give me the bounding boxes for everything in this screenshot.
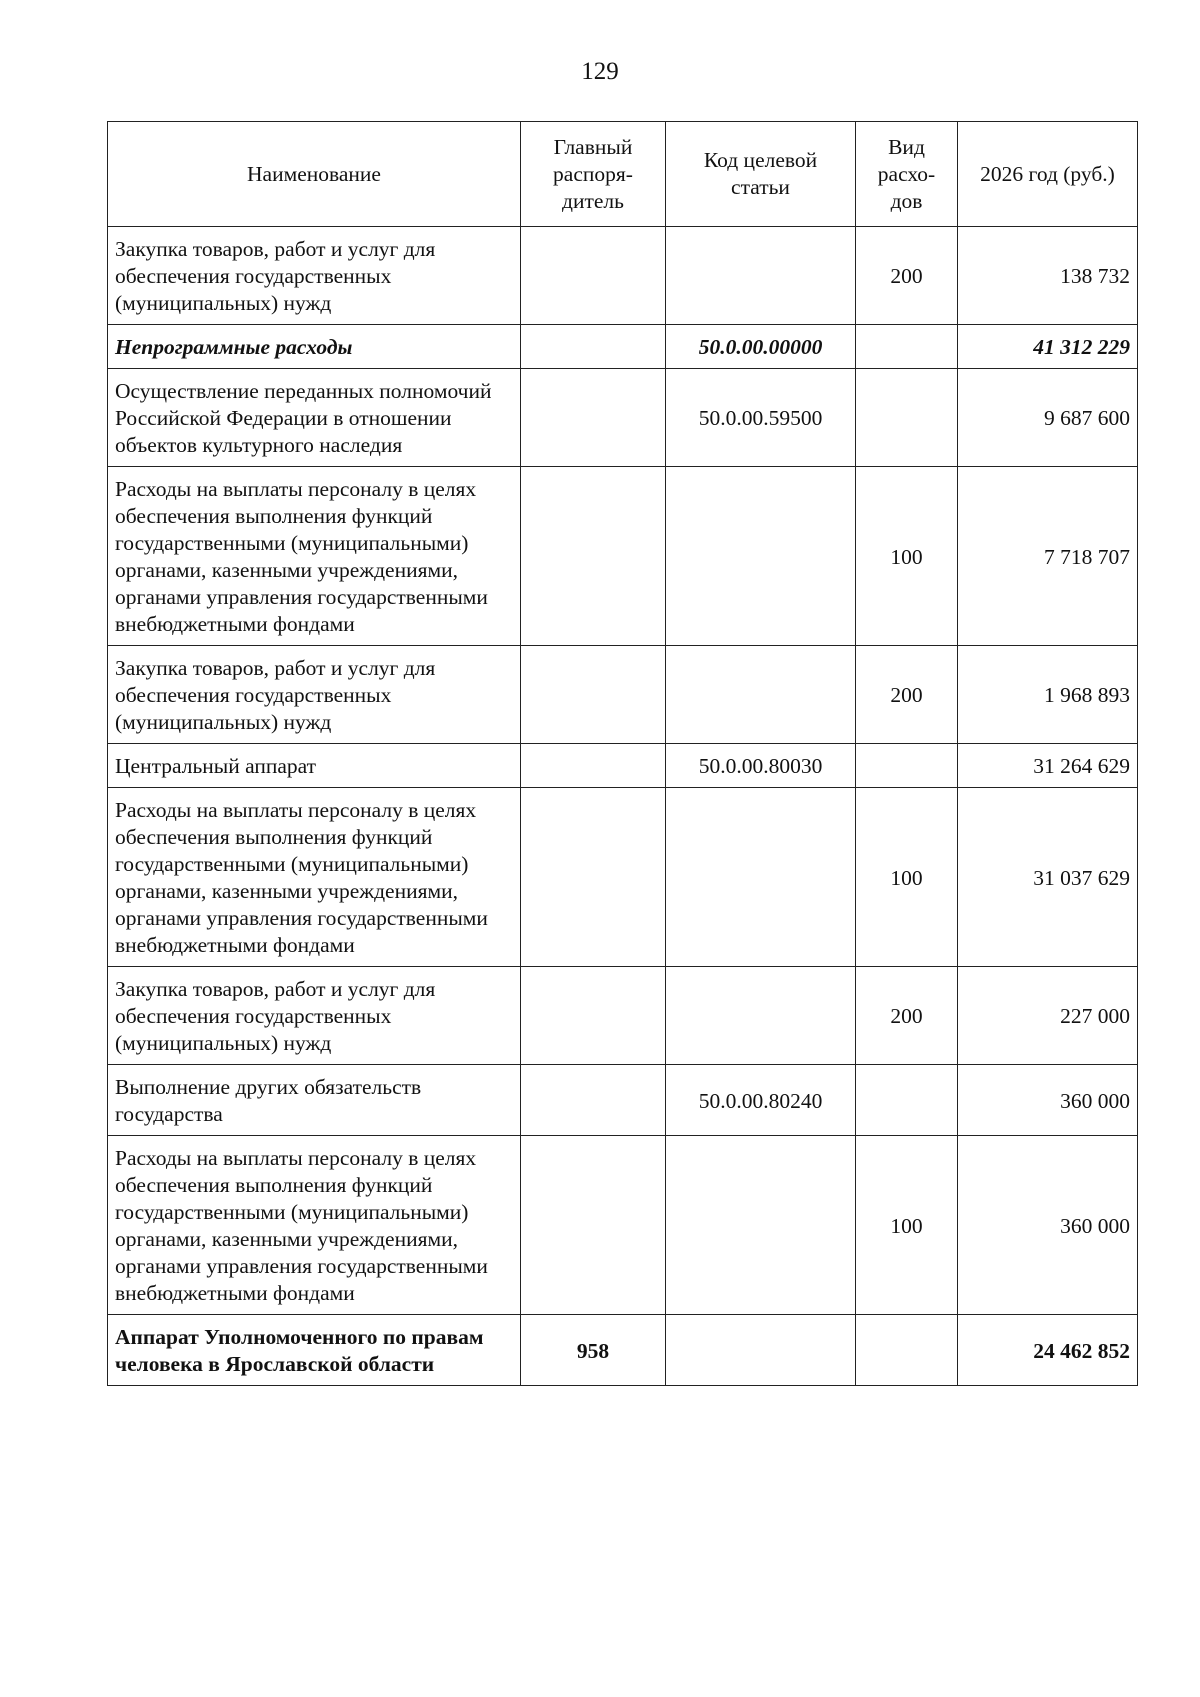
row-type: 200 xyxy=(856,646,958,744)
header-type: Вид расхо-дов xyxy=(856,122,958,227)
budget-table xyxy=(107,121,1138,1386)
row-admin xyxy=(521,227,666,325)
row-admin xyxy=(521,325,666,369)
row-code: 50.0.00.80240 xyxy=(666,1065,856,1136)
row-name: Расходы на выплаты персоналу в целях обеспечения выполнения функций государственными (муниципальными) органами, казенными учреждениями, органами управления государственными внебюджетными фондами xyxy=(108,788,521,967)
row-admin xyxy=(521,369,666,467)
row-amount: 41 312 229 xyxy=(958,325,1138,369)
header-code: Код целевой статьи xyxy=(666,122,856,227)
row-code xyxy=(666,467,856,646)
row-type: 200 xyxy=(856,227,958,325)
row-name: Выполнение других обязательств государства xyxy=(108,1065,521,1136)
row-type: 100 xyxy=(856,1136,958,1315)
row-code xyxy=(666,1136,856,1315)
row-admin xyxy=(521,1136,666,1315)
row-amount: 138 732 xyxy=(958,227,1138,325)
table-row xyxy=(108,369,1138,467)
row-amount: 1 968 893 xyxy=(958,646,1138,744)
row-code: 50.0.00.80030 xyxy=(666,744,856,788)
row-admin xyxy=(521,967,666,1065)
table-row xyxy=(108,1136,1138,1315)
row-name: Осуществление переданных полномочий Российской Федерации в отношении объектов культурного наследия xyxy=(108,369,521,467)
table-row-total xyxy=(108,1315,1138,1386)
row-admin xyxy=(521,744,666,788)
row-name: Расходы на выплаты персоналу в целях обеспечения выполнения функций государственными (муниципальными) органами, казенными учреждениями, органами управления государственными внебюджетными фондами xyxy=(108,1136,521,1315)
row-admin xyxy=(521,788,666,967)
row-amount: 31 037 629 xyxy=(958,788,1138,967)
row-admin xyxy=(521,646,666,744)
row-code xyxy=(666,788,856,967)
row-amount: 31 264 629 xyxy=(958,744,1138,788)
row-code: 50.0.00.59500 xyxy=(666,369,856,467)
row-name: Закупка товаров, работ и услуг для обеспечения государственных (муниципальных) нужд xyxy=(108,227,521,325)
row-name: Центральный аппарат xyxy=(108,744,521,788)
row-type xyxy=(856,369,958,467)
row-type xyxy=(856,325,958,369)
table-row xyxy=(108,227,1138,325)
page-number: 129 xyxy=(581,58,619,85)
row-name: Закупка товаров, работ и услуг для обеспечения государственных (муниципальных) нужд xyxy=(108,967,521,1065)
row-amount: 227 000 xyxy=(958,967,1138,1065)
table-row-section xyxy=(108,325,1138,369)
row-amount: 24 462 852 xyxy=(958,1315,1138,1386)
row-code: 50.0.00.00000 xyxy=(666,325,856,369)
row-name: Непрограммные расходы xyxy=(108,325,521,369)
table-row xyxy=(108,467,1138,646)
row-amount: 9 687 600 xyxy=(958,369,1138,467)
row-code xyxy=(666,967,856,1065)
row-type: 100 xyxy=(856,467,958,646)
row-type xyxy=(856,744,958,788)
row-name: Аппарат Уполномоченного по правам человека в Ярославской области xyxy=(108,1315,521,1386)
row-admin xyxy=(521,467,666,646)
header-admin: Главный распоря-дитель xyxy=(521,122,666,227)
header-name: Наименование xyxy=(108,122,521,227)
table-header-row xyxy=(108,122,1138,227)
row-name: Закупка товаров, работ и услуг для обеспечения государственных (муниципальных) нужд xyxy=(108,646,521,744)
row-type: 200 xyxy=(856,967,958,1065)
row-type xyxy=(856,1315,958,1386)
row-admin: 958 xyxy=(521,1315,666,1386)
row-type xyxy=(856,1065,958,1136)
header-year: 2026 год (руб.) xyxy=(958,122,1138,227)
row-amount: 360 000 xyxy=(958,1065,1138,1136)
table-row xyxy=(108,788,1138,967)
row-amount: 7 718 707 xyxy=(958,467,1138,646)
table-row xyxy=(108,744,1138,788)
table-row xyxy=(108,646,1138,744)
row-admin xyxy=(521,1065,666,1136)
row-code xyxy=(666,646,856,744)
row-code xyxy=(666,227,856,325)
table-row xyxy=(108,967,1138,1065)
row-type: 100 xyxy=(856,788,958,967)
row-code xyxy=(666,1315,856,1386)
row-name: Расходы на выплаты персоналу в целях обеспечения выполнения функций государственными (муниципальными) органами, казенными учреждениями, органами управления государственными внебюджетными фондами xyxy=(108,467,521,646)
table-row xyxy=(108,1065,1138,1136)
row-amount: 360 000 xyxy=(958,1136,1138,1315)
